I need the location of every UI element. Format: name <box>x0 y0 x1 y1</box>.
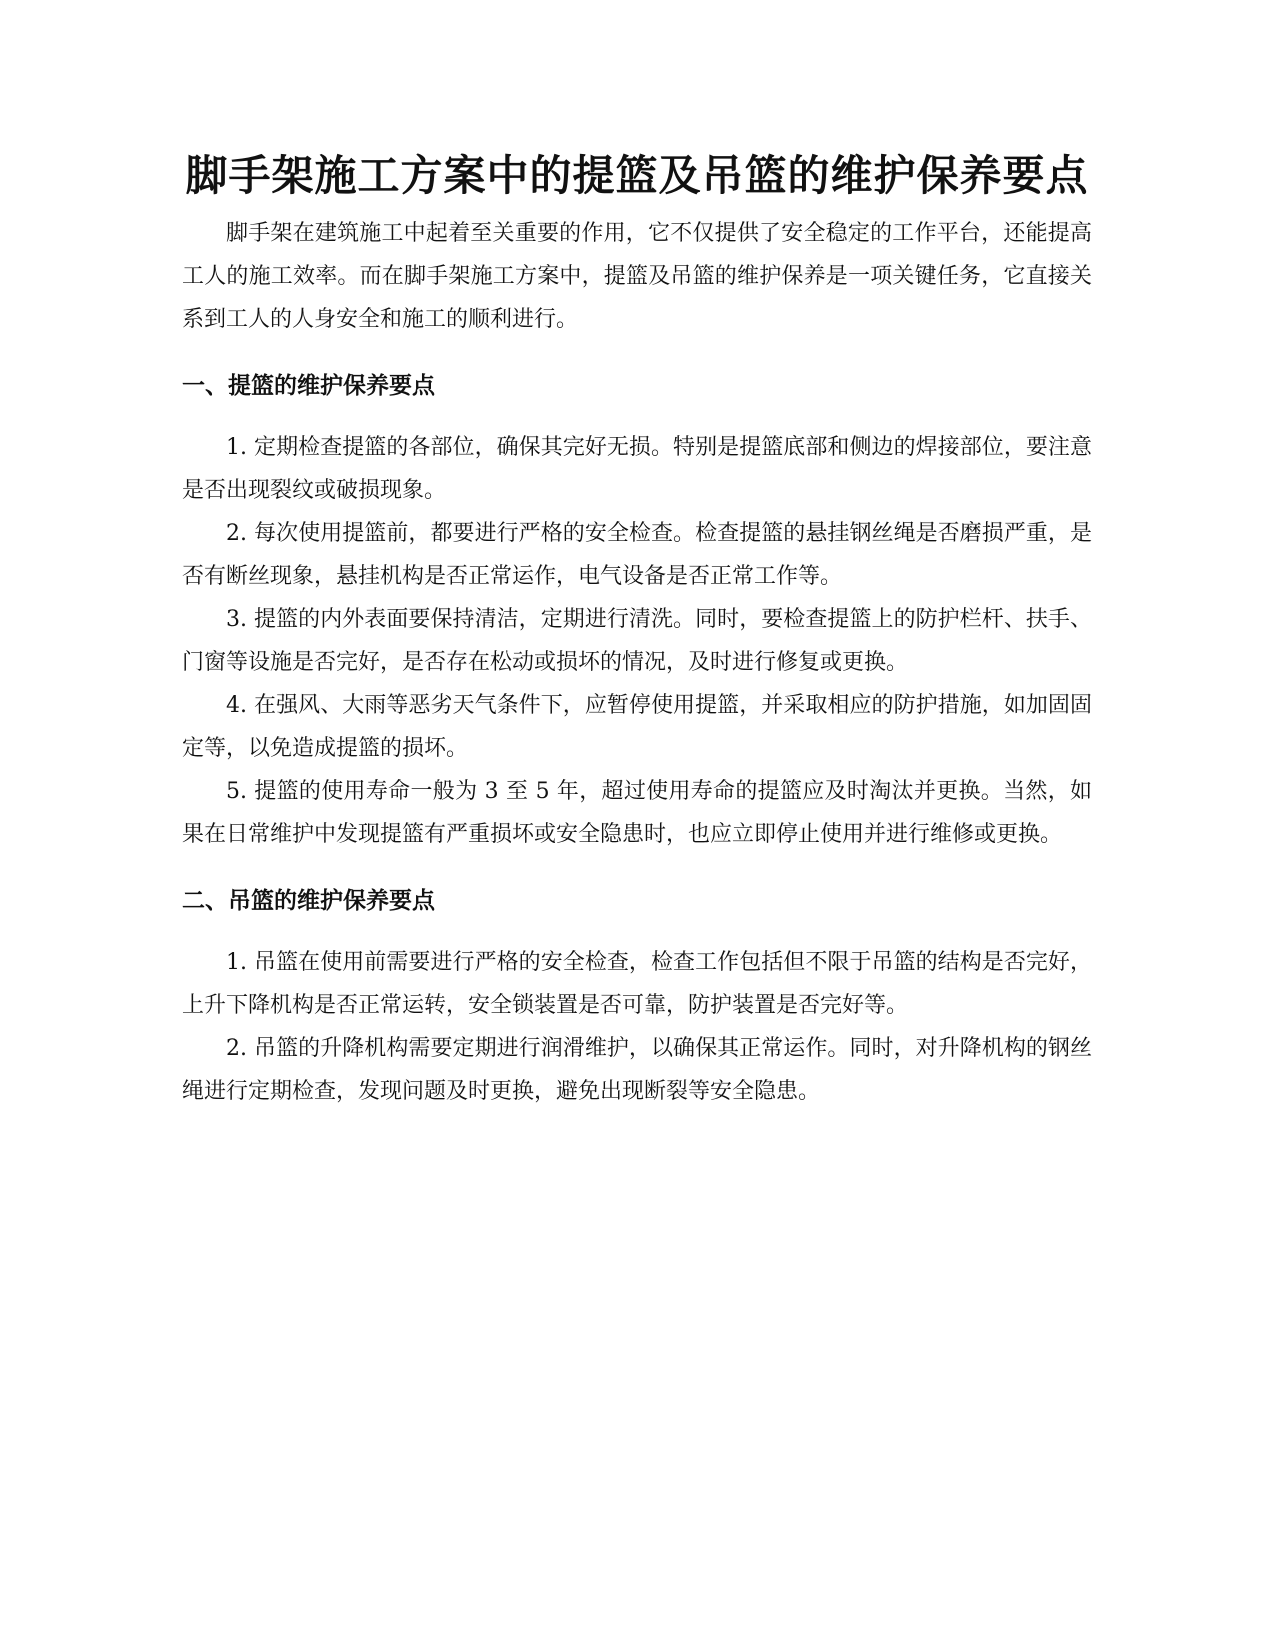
gondola-item-2: 2. 吊篮的升降机构需要定期进行润滑维护，以确保其正常运作。同时，对升降机构的钢丝绳进行定期检查，发现问题及时更换，避免出现断裂等安全隐患。 <box>182 1036 1092 1104</box>
basket-item-4: 4. 在强风、大雨等恶劣天气条件下，应暂停使用提篮，并采取相应的防护措施，如加固固定等，以免造成提篮的损坏。 <box>182 693 1092 761</box>
basket-item-2: 2. 每次使用提篮前，都要进行严格的安全检查。检查提篮的悬挂钢丝绳是否磨损严重，是否有断丝现象，悬挂机构是否正常运作，电气设备是否正常工作等。 <box>182 521 1092 589</box>
basket-item-1: 1. 定期检查提篮的各部位，确保其完好无损。特别是提篮底部和侧边的焊接部位，要注意是否出现裂纹或破损现象。 <box>182 435 1092 503</box>
basket-item-3: 3. 提篮的内外表面要保持清洁，定期进行清洗。同时，要检查提篮上的防护栏杆、扶手、门窗等设施是否完好，是否存在松动或损坏的情况，及时进行修复或更换。 <box>182 607 1092 675</box>
gondola-item-1: 1. 吊篮在使用前需要进行严格的安全检查，检查工作包括但不限于吊篮的结构是否完好，上升下降机构是否正常运转，安全锁装置是否可靠，防护装置是否完好等。 <box>182 950 1092 1018</box>
intro-paragraph: 脚手架在建筑施工中起着至关重要的作用，它不仅提供了安全稳定的工作平台，还能提高工人的施工效率。而在脚手架施工方案中，提篮及吊篮的维护保养是一项关键任务，它直接关系到工人的人身安全和施工的顺利进行。 <box>182 221 1092 332</box>
section-heading-basket: 一、提篮的维护保养要点 <box>182 373 435 399</box>
document-title: 脚手架施工方案中的提篮及吊篮的维护保养要点 <box>185 151 1089 200</box>
basket-item-5: 5. 提篮的使用寿命一般为 3 至 5 年，超过使用寿命的提篮应及时淘汰并更换。当然，如果在日常维护中发现提篮有严重损坏或安全隐患时，也应立即停止使用并进行维修或更换。 <box>182 779 1092 847</box>
document-page <box>182 140 1092 1113</box>
section-heading-gondola: 二、吊篮的维护保养要点 <box>182 888 435 914</box>
